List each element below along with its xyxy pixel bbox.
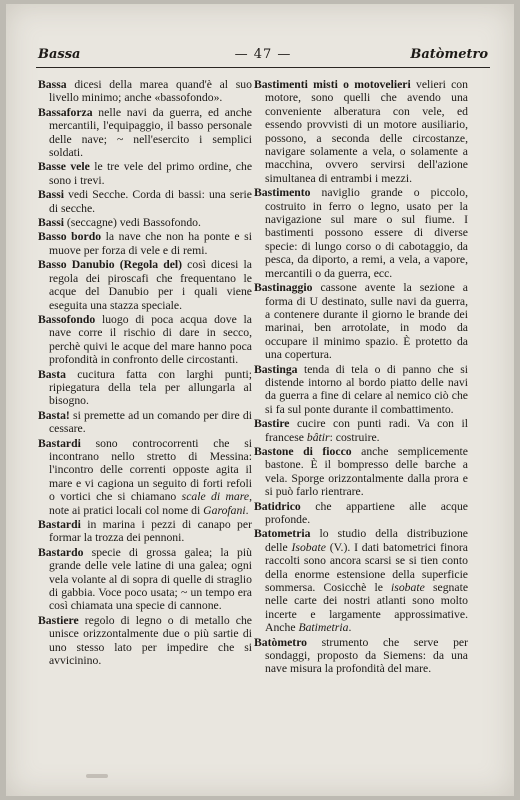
dictionary-entry — [254, 500, 468, 527]
entry-definition: . — [348, 621, 352, 635]
entry-term: Batidrico — [254, 499, 301, 513]
page-number: — 47 — — [234, 47, 292, 62]
entry-term: Bassa — [38, 78, 67, 91]
dictionary-entry — [38, 313, 252, 367]
dictionary-entry — [38, 216, 252, 229]
header-last-term: Batòmetro — [410, 47, 488, 62]
entry-term: Bastinga — [254, 362, 298, 376]
entry-term: Bastone di fiocco — [254, 444, 352, 458]
dictionary-entry — [254, 78, 468, 185]
entry-definition: sono controcorrenti che si incontrano nello stretto di Messina: l'incontro delle correnti opposte agita il mare e vi cagiona un seguito di forti refoli o vortici che si chiamano — [49, 436, 252, 504]
dictionary-entry — [254, 636, 468, 676]
entry-definition: dicesi della marea quand'è al suo livello minimo; anche «bassofondo». — [49, 78, 252, 105]
entry-definition: nelle navi da guerra, ed anche mercantili, l'equipaggio, il basso personale delle nave; ~ nell'esercito i semplici soldati. — [49, 105, 252, 160]
dictionary-entry — [38, 437, 252, 517]
entry-definition: velieri con motore, sono quelli che avendo una conveniente alberatura con vele, ed essendo provvisti di un motore ausiliario, possono, a seconda delle circostanze, navigare solamente a vela, o solamente a macchina, ovvero servirsi dell'azione simultanea di entrambi i mezzi. — [265, 78, 468, 185]
entry-term: Basse vele — [38, 160, 90, 174]
entry-term: Bassofondo — [38, 312, 96, 326]
entry-definition: specie di grossa galea; la più grande delle vele latine di una galea; ogni vela volante al di sopra di quelle di straglio di gabbia. Voce poco usata; ~ un tempo era così chiamata una specie di cannone. — [49, 545, 252, 613]
entry-term: Batòmetro — [254, 635, 308, 649]
dictionary-entry — [38, 78, 252, 105]
dictionary-entry — [254, 527, 468, 634]
dictionary-entry — [38, 106, 252, 160]
dictionary-entry — [254, 186, 468, 280]
entry-definition: cucitura fatta con larghi punti; ripiegatura della tela per allungarla al bisogno. — [49, 367, 252, 408]
entry-italic: bâtir — [306, 430, 330, 444]
dictionary-entry — [254, 417, 468, 444]
entry-term: Bassaforza — [38, 105, 93, 119]
entry-definition: le tre vele del primo ordine, che sono i trevi. — [49, 160, 253, 187]
entry-definition: segnate nelle carte dei nostri atlanti sono molto incerte e largamente approssimative. Anche — [265, 581, 469, 635]
dictionary-entry — [38, 518, 252, 545]
entry-definition: strumento che serve per sondaggi, proposto da Siemens: da una nave misura la profondità del mare. — [265, 635, 468, 676]
entry-term: Batometria — [254, 527, 311, 541]
entry-definition: tenda di tela o di panno che si distende intorno al bordo piatto delle navi da guerra a fine di celare al nemico ciò che si fa sul ponte durante il combattimento. — [265, 362, 468, 416]
entry-definition: lo studio della distribuzione delle — [265, 527, 468, 554]
dictionary-entry — [254, 445, 468, 499]
entry-definition: luogo di poca acqua dove la nave corre il rischio di dare in secco, perchè quivi le acque del mare hanno poca profondità in confronto delle circostanti. — [49, 312, 252, 367]
entry-definition: cassone avente la sezione a forma di U destinato, sulle navi da guerra, a contenere durante il giorno le brande dei marinai, ben arrotolate, in modo da occupare il minimo spazio. È protetto da una copertura. — [265, 281, 468, 362]
entry-italic: Garofani — [203, 503, 246, 517]
entry-definition: così dicesi la regola dei piroscafi che frequentano le acque del Danubio per i quali viene eseguita una stazza speciale. — [49, 258, 252, 312]
dictionary-page — [6, 4, 514, 796]
entry-term: Bassi — [38, 188, 64, 202]
dictionary-entry — [254, 363, 468, 417]
entry-definition: in marina i pezzi di canapo per formar la trozza dei pennoni. — [49, 518, 252, 545]
entry-definition: anche semplicemente bastone. È il bompresso delle barche a vela. Sporge orizzontalmente dalla prora e si può farlo rientrare. — [265, 444, 468, 499]
entry-definition: la nave che non ha ponte e si muove per forza di vele e di remi. — [49, 230, 252, 257]
header-first-term: Bassa — [38, 47, 81, 62]
entry-definition: naviglio grande o piccolo, costruito in ferro o legno, usato per la navigazione sul mare o sul fiume. I bastimenti possono essere di diverse specie: di lungo corso o di cabotaggio, da pesca, da diporto, a remi, a vela, a vapore, mercantili o da guerra, ecc. — [265, 186, 468, 280]
entry-term: Basso Danubio (Regola del) — [38, 258, 183, 272]
dictionary-entry — [38, 258, 252, 312]
entry-definition: regolo di legno o di metallo che unisce orizzontalmente due o più sartie di uno stesso lato per impedire che si avvicinino. — [49, 613, 252, 668]
entry-definition: (V.). I dati batometrici finora raccolti sono ancora scarsi se si tien conto della enorme estensione della superficie sommersa. Cosicchè le — [265, 540, 468, 595]
entry-term: Bastardo — [38, 545, 84, 559]
entry-term: Basta! — [38, 408, 70, 422]
entry-italic: Batimetria — [298, 621, 349, 635]
dictionary-entry — [254, 281, 468, 361]
page-smudge — [86, 774, 108, 778]
entry-definition: . — [245, 503, 249, 517]
left-column — [38, 78, 252, 668]
entry-term: Bastinaggio — [254, 281, 313, 295]
entry-term: Bastire — [254, 417, 290, 431]
entry-term: Bastiere — [38, 613, 79, 627]
header-rule — [36, 67, 490, 68]
dictionary-entry — [38, 409, 252, 436]
entry-term: Bastimento — [254, 186, 311, 200]
entry-definition: che appartiene alle acque profonde. — [265, 499, 468, 526]
dictionary-entry — [38, 546, 252, 613]
entry-definition: si premette ad un comando per dire di cessare. — [49, 408, 252, 436]
running-header — [38, 47, 488, 69]
entry-definition: , note ai pratici locali col nome di — [49, 490, 252, 517]
entry-term: Bastimenti misti o motovelieri — [254, 78, 411, 91]
entry-definition: cucire con punti radi. Va con il francese — [265, 417, 468, 444]
entry-term: Bastardi — [38, 518, 81, 531]
entry-definition: (seccagne) vedi Bassofondo. — [63, 216, 201, 230]
entry-term: Basta — [38, 367, 66, 381]
entry-term: Basso bordo — [38, 230, 102, 244]
dictionary-entry — [38, 188, 252, 215]
entry-italic: Isobate — [291, 540, 326, 554]
entry-term: Bassi — [38, 216, 64, 230]
entry-definition: : costruire. — [329, 430, 380, 444]
dictionary-entry — [38, 160, 252, 187]
entry-definition: vedi Secche. Corda di bassi: una serie di secche. — [49, 188, 252, 215]
dictionary-entry — [38, 368, 252, 408]
dictionary-entry — [38, 230, 252, 257]
entry-term: Bastardi — [38, 436, 81, 450]
dictionary-entry — [38, 614, 252, 668]
entry-italic: scale di mare — [181, 490, 250, 504]
right-column — [254, 78, 468, 677]
entry-italic: isobate — [391, 581, 425, 595]
